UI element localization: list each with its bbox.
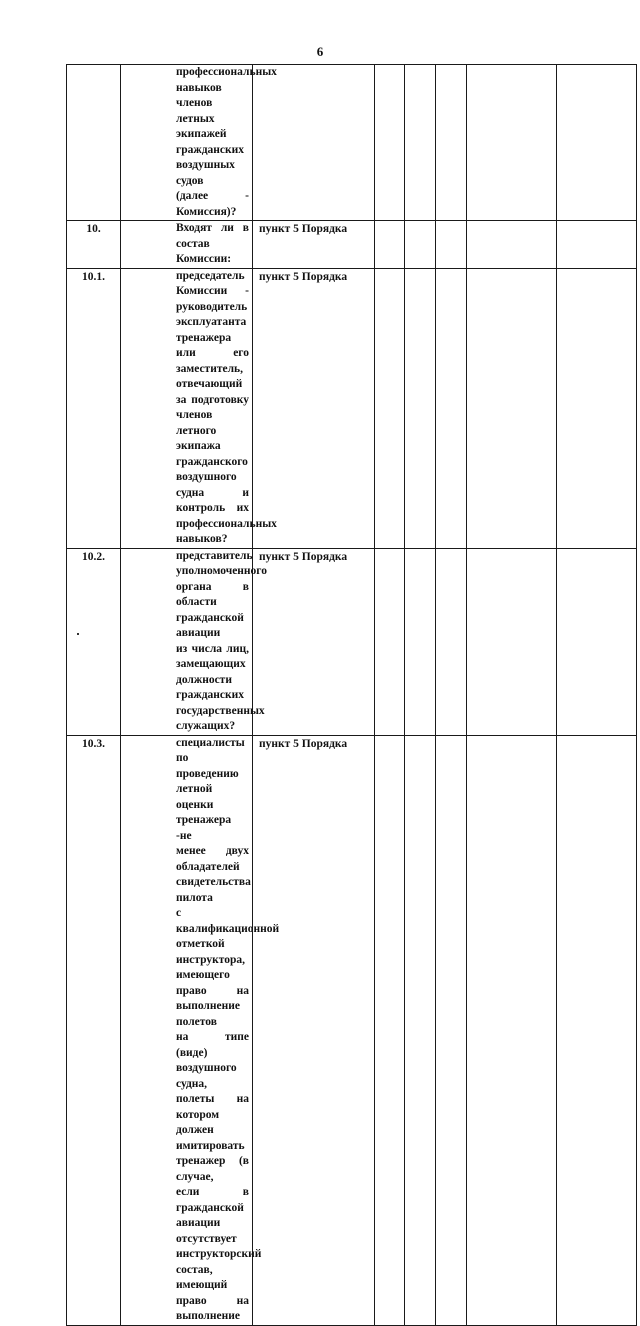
question-line: гражданских — [176, 143, 245, 156]
answer-yes-cell — [375, 221, 405, 269]
question-line: представитель — [176, 549, 253, 562]
answer-no-cell — [405, 268, 436, 548]
answer-na-cell — [436, 65, 467, 221]
question-line: профессиональных — [176, 66, 277, 78]
question-line: летного экипажа — [176, 424, 221, 452]
scan-speck — [77, 633, 79, 635]
question-line: инструкторский — [176, 1248, 262, 1260]
question-line: навыков? — [176, 533, 228, 545]
notes-cell — [557, 735, 637, 1325]
reference-cell: пункт 5 Порядка — [253, 735, 375, 1325]
question-line: имеющего право на — [176, 969, 249, 997]
answer-yes-cell — [375, 548, 405, 735]
answer-no-cell — [405, 548, 436, 735]
answer-yes-cell — [375, 65, 405, 221]
table-row — [67, 735, 637, 1325]
question-line: состав, имеющий — [176, 1263, 228, 1291]
question-line: Входят ли в состав — [176, 222, 249, 250]
item-number: 10.2. — [67, 548, 121, 735]
question-line: руководитель — [176, 300, 248, 313]
question-line: гражданской авиации — [176, 611, 244, 639]
question-line: контроль их — [176, 502, 249, 514]
checklist-table — [66, 64, 637, 1326]
table-row — [67, 65, 637, 221]
comment-cell — [467, 65, 557, 221]
question-line: летных экипажей — [176, 112, 227, 140]
page-number: 6 — [316, 44, 324, 59]
comment-cell — [467, 268, 557, 548]
question-line: уполномоченного — [176, 565, 267, 577]
question-line: гражданских — [176, 689, 245, 701]
question-line: обладателей — [176, 860, 240, 873]
table-row — [67, 221, 637, 269]
comment-cell — [467, 735, 557, 1325]
question-cell — [121, 65, 277, 221]
item-number: 10.3. — [67, 735, 121, 1325]
item-number — [67, 65, 121, 221]
item-number: 10. — [67, 221, 121, 269]
question-line: проведению летной — [176, 767, 239, 795]
question-line: авиации отсутствует — [176, 1217, 237, 1245]
question-line: за подготовку членов — [176, 393, 249, 421]
comment-cell — [467, 221, 557, 269]
question-line: специалисты по — [176, 736, 245, 764]
answer-yes-cell — [375, 735, 405, 1325]
reference-cell: пункт 5 Порядка — [253, 221, 375, 269]
item-number: 10.1. — [67, 268, 121, 548]
comment-cell — [467, 548, 557, 735]
question-line: инструктора, — [176, 953, 246, 966]
question-line: если в гражданской — [176, 1186, 249, 1214]
question-line: Комиссии: — [176, 253, 232, 265]
question-line: менее двух — [176, 845, 249, 857]
question-line: оценки тренажера -не — [176, 798, 232, 842]
question-line: профессиональных — [176, 517, 277, 530]
question-line: выполнение полетов — [176, 1000, 240, 1028]
question-line: органа в области — [176, 580, 249, 608]
table-row — [67, 548, 637, 735]
question-cell — [121, 221, 253, 269]
question-line: из числа лиц, — [176, 642, 249, 655]
reference-cell — [253, 65, 375, 221]
question-line: тренажера или его — [176, 331, 249, 359]
answer-na-cell — [436, 268, 467, 548]
reference-cell: пункт 5 Порядка — [253, 268, 375, 548]
question-line: должности — [176, 673, 232, 686]
question-line: навыков членов — [176, 81, 222, 109]
question-line: воздушного судна и — [176, 471, 249, 499]
notes-cell — [557, 548, 637, 735]
answer-no-cell — [405, 65, 436, 221]
question-line: гражданского — [176, 455, 248, 468]
question-cell — [121, 548, 267, 735]
question-line: воздушного судна, — [176, 1062, 237, 1090]
notes-cell — [557, 268, 637, 548]
question-line: полеты на котором — [176, 1093, 249, 1121]
question-line: заместитель, — [176, 362, 243, 375]
question-line: с квалификационной — [176, 907, 280, 935]
question-line: (далее - Комиссия)? — [176, 190, 249, 218]
question-line: на типе (виде) — [176, 1031, 249, 1059]
question-line: воздушных судов — [176, 159, 235, 187]
answer-yes-cell — [375, 268, 405, 548]
question-line: замещающих — [176, 658, 246, 670]
answer-no-cell — [405, 735, 436, 1325]
question-line: эксплуатанта — [176, 316, 247, 328]
table-row — [67, 268, 637, 548]
question-cell — [121, 735, 280, 1325]
question-line: свидетельства пилота — [176, 876, 251, 904]
answer-na-cell — [436, 548, 467, 735]
notes-cell — [557, 221, 637, 269]
question-cell — [121, 268, 277, 548]
question-line: государственных — [176, 704, 265, 717]
question-line: председатель — [176, 269, 245, 282]
reference-cell: пункт 5 Порядка — [253, 548, 375, 735]
question-line: отметкой — [176, 938, 225, 950]
question-line: отвечающий — [176, 378, 243, 390]
question-line: Комиссии - — [176, 285, 249, 297]
question-line: должен имитировать — [176, 1124, 245, 1152]
question-line: тренажер (в случае, — [176, 1155, 249, 1183]
notes-cell — [557, 65, 637, 221]
answer-na-cell — [436, 221, 467, 269]
answer-no-cell — [405, 221, 436, 269]
question-line: служащих? — [176, 720, 236, 732]
answer-na-cell — [436, 735, 467, 1325]
question-line: право на выполнение — [176, 1294, 249, 1322]
